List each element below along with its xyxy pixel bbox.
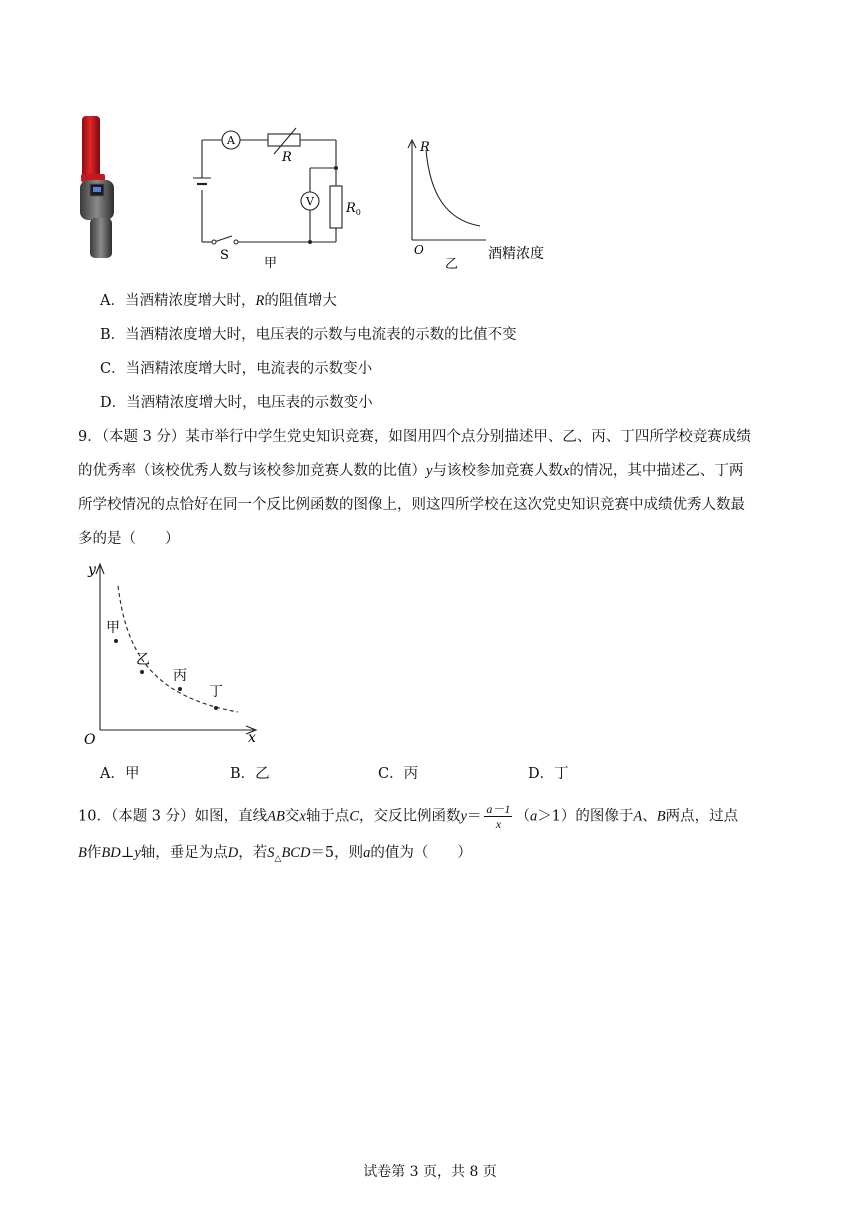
- circuit-caption: 甲: [264, 256, 278, 271]
- q8-option-b: B．当酒精浓度增大时，电压表的示数与电流表的示数的比值不变: [100, 327, 517, 343]
- q8-option-c: C．当酒精浓度增大时，电流表的示数变小: [100, 361, 373, 377]
- point-ding: [214, 706, 218, 710]
- graph-ylabel: R: [420, 140, 430, 155]
- point-yi: [140, 670, 144, 674]
- fixed-resistor-label: $R_0$: [346, 201, 361, 217]
- point-yi-label: 乙: [136, 652, 150, 668]
- point-ding-label: 丁: [209, 684, 223, 700]
- q9-option-c: C．丙: [378, 766, 419, 782]
- q9-graph: [78, 558, 264, 750]
- q9-stem-line-2: 的优秀率（该校优秀人数与该校参加竞赛人数的比值）y与该校参加竞赛人数x的情况，其中描述乙、丁两: [78, 463, 744, 479]
- q9-stem-line-4: 多的是（ ）: [78, 531, 180, 547]
- inverse-function-fraction: $\frac{a-1}{x}$: [486, 802, 511, 831]
- q9-option-d: D．丁: [528, 766, 569, 782]
- q9-stem-line-3: 所学校情况的点恰好在同一个反比例函数的图像上，则这四所学校在这次党史知识竞赛中成绩优秀人数最: [78, 497, 745, 513]
- circuit-diagram: [186, 128, 361, 271]
- variable-resistor-label: R: [282, 150, 292, 165]
- voltmeter-label: V: [306, 195, 314, 208]
- q8-option-a: A．当酒精浓度增大时，R的阻值增大: [100, 293, 337, 309]
- point-bing: [178, 687, 182, 691]
- point-jia: [114, 639, 118, 643]
- q10-stem-line-2: B作BD⊥y轴，垂足为点D，若$S_\triangle BCD=5$，则a的值为（ ）: [78, 845, 472, 864]
- ammeter-label: A: [227, 134, 235, 147]
- switch-label: S: [220, 248, 229, 263]
- q9-option-b: B．乙: [230, 766, 270, 782]
- graph-caption: 乙: [445, 257, 459, 272]
- q9-graph-origin: O: [84, 732, 96, 748]
- graph-xlabel: 酒精浓度: [488, 246, 544, 262]
- point-bing-label: 丙: [173, 668, 187, 684]
- q9-option-a: A．甲: [100, 766, 140, 782]
- q9-stem-line-1: 9．（本题 3 分）某市举行中学生党史知识竞赛，如图用四个点分别描述甲、乙、丙、丁四所学校竞赛成绩: [78, 429, 751, 445]
- q10-stem-line-1: 10．（本题 3 分）如图，直线AB交x轴于点C，交反比例函数y＝ $\frac{a-1}{x}$ （a＞1）的图像于A、B两点，过点: [78, 802, 739, 831]
- q9-graph-ylabel: y: [88, 562, 96, 578]
- graph-origin: O: [414, 243, 424, 257]
- q8-option-d: D．当酒精浓度增大时，电压表的示数变小: [100, 395, 373, 411]
- point-jia-label: 甲: [106, 620, 120, 636]
- q9-graph-xlabel: x: [248, 730, 256, 746]
- page-footer: 试卷第 3 页，共 8 页: [363, 1164, 497, 1180]
- breathalyzer-photo: [78, 114, 126, 260]
- resistance-graph: [398, 134, 558, 272]
